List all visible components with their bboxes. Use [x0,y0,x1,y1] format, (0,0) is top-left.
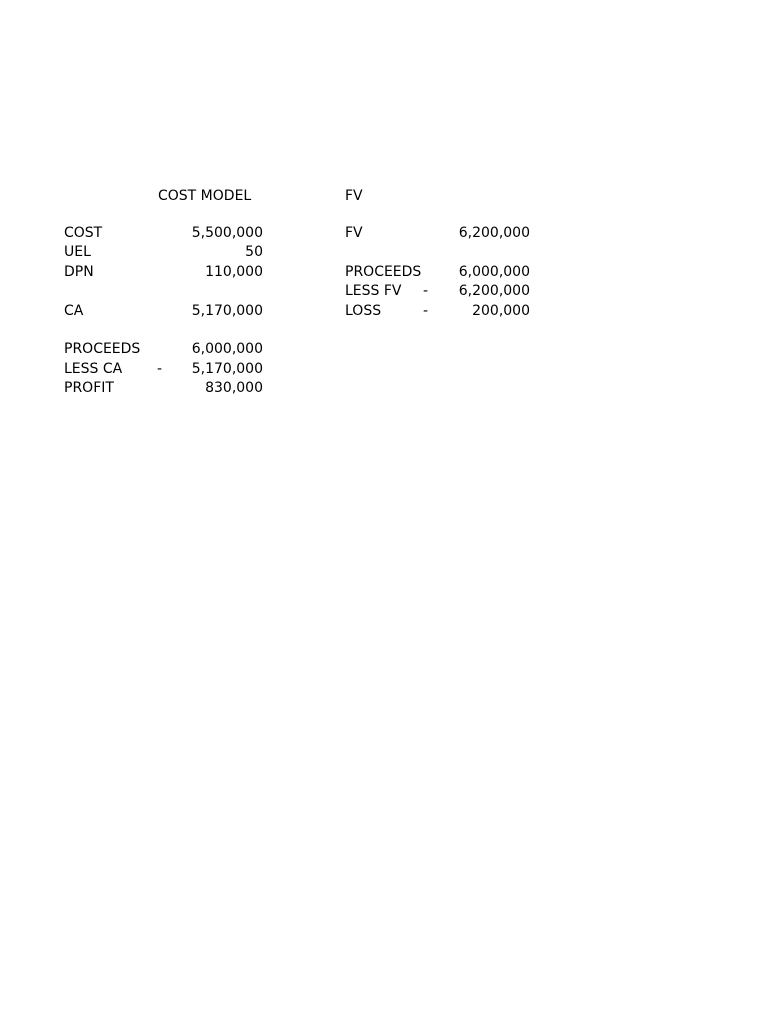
row-value: 50 [245,244,263,261]
row-label: UEL [64,244,91,261]
table-row [64,321,264,340]
fv-table [345,224,531,321]
table-row [64,282,264,301]
table-row [345,224,531,243]
row-value: 6,000,000 [191,341,263,358]
table-row [64,302,264,321]
table-row [64,224,264,243]
table-row [64,243,264,262]
row-label: LESS FV [345,283,402,300]
row-label: FV [345,225,363,241]
row-value: 200,000 [472,302,530,319]
row-value: 6,200,000 [458,283,530,300]
row-label: PROCEEDS [64,341,141,358]
row-value: 6,200,000 [458,225,530,241]
row-value: 110,000 [205,263,263,280]
table-row [64,263,264,282]
row-sign: - [423,283,429,300]
row-sign: - [423,302,429,319]
fv-heading: FV [345,188,363,204]
cost-model-heading: COST MODEL [158,188,252,204]
row-value: 830,000 [205,380,263,397]
table-row [64,379,264,398]
table-row [345,263,531,282]
row-label: DPN [64,263,94,280]
row-label: COST [64,225,103,241]
row-value: 5,170,000 [191,302,263,319]
row-value: 5,500,000 [191,225,263,241]
row-value: 6,000,000 [458,263,530,280]
table-row [345,282,531,301]
cost-model-table [64,224,264,399]
table-row [345,302,531,321]
table-row [345,243,531,262]
row-sign: - [157,360,163,377]
row-label: PROFIT [64,380,114,397]
row-label: LOSS [345,302,382,319]
table-row [64,340,264,359]
row-value: 5,170,000 [191,360,263,377]
row-label: PROCEEDS [345,263,422,280]
row-label: CA [64,302,84,319]
row-label: LESS CA [64,360,123,377]
table-row [64,360,264,379]
